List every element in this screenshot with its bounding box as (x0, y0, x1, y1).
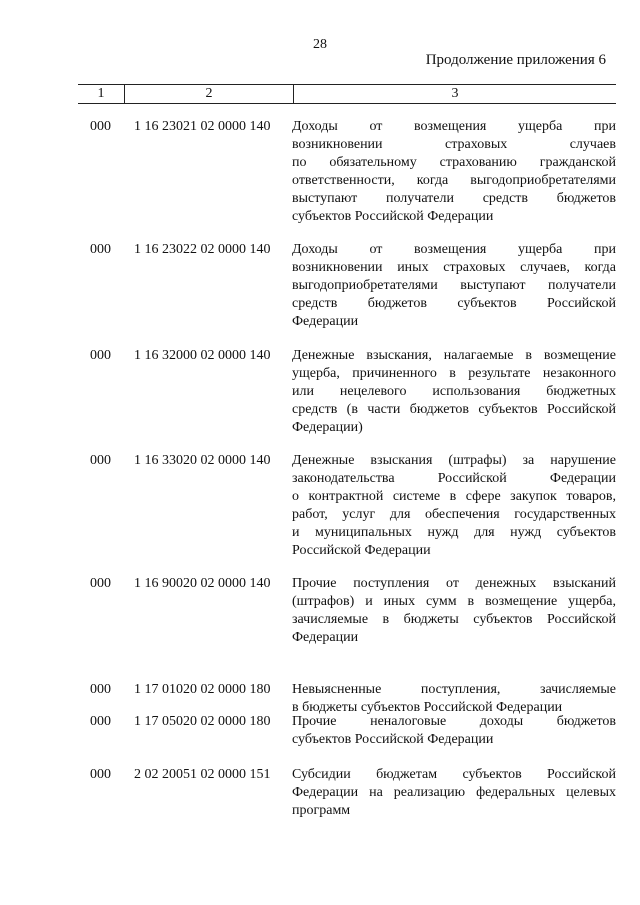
admin-code: 000 (90, 119, 111, 134)
income-description (292, 575, 616, 647)
description-line: Доходы от возмещения ущерба при (292, 242, 616, 257)
description-line: или нецелевого использования бюджетных (292, 384, 616, 399)
description-line: ущерба, причиненного в результате незаконного (292, 366, 616, 381)
income-description (292, 241, 616, 331)
income-description (292, 713, 616, 749)
description-line: Прочие поступления от денежных взысканий (292, 576, 616, 591)
description-line: Невыясненные поступления, зачисляемые (292, 682, 616, 697)
description-line: Федерации на реализацию федеральных целевых (292, 785, 616, 800)
description-line: Доходы от возмещения ущерба при (292, 119, 616, 134)
description-line: в бюджеты субъектов Российской Федерации (292, 700, 563, 715)
header-col-2: 2 (125, 85, 294, 103)
header-col-1: 1 (78, 85, 125, 103)
description-line: Российской Федерации (292, 543, 431, 558)
description-line: программ (292, 803, 351, 818)
description-line: о контрактной системе в сфере закупок товаров, (292, 489, 616, 504)
admin-code: 000 (90, 714, 111, 729)
admin-code: 000 (90, 682, 111, 697)
budget-classification-code: 1 16 23021 02 0000 140 (134, 119, 271, 134)
page-number: 28 (313, 37, 327, 52)
income-description (292, 681, 616, 717)
header-col-3: 3 (451, 86, 459, 101)
table-header (78, 84, 616, 104)
description-line: ответственности, когда выгодоприобретателями (292, 173, 616, 188)
description-line: и муниципальных нужд для нужд субъектов (292, 525, 616, 540)
appendix-continuation-note: Продолжение приложения 6 (425, 52, 606, 68)
description-line: Субсидии бюджетам субъектов Российской (292, 767, 616, 782)
description-line: субъектов Российской Федерации (292, 209, 494, 224)
description-line: выступают получатели средств бюджетов (292, 191, 616, 206)
admin-code: 000 (90, 348, 111, 363)
admin-code: 000 (90, 767, 111, 782)
description-line: возникновении страховых случаев (292, 137, 616, 152)
description-line: возникновении иных страховых случаев, когда (292, 260, 616, 275)
description-line: субъектов Российской Федерации (292, 732, 494, 747)
description-line: работ, услуг для обеспечения государственных (292, 507, 616, 522)
income-description (292, 766, 616, 820)
budget-classification-code: 1 16 23022 02 0000 140 (134, 242, 271, 257)
budget-classification-code: 1 16 33020 02 0000 140 (134, 453, 271, 468)
admin-code: 000 (90, 242, 111, 257)
description-line: средств бюджетов субъектов Российской (292, 296, 616, 311)
description-line: Прочие неналоговые доходы бюджетов (292, 714, 616, 729)
budget-classification-code: 1 16 32000 02 0000 140 (134, 348, 271, 363)
income-description (292, 347, 616, 437)
description-line: выгодоприобретателями выступают получатели (292, 278, 616, 293)
description-line: (штрафов) и иных сумм в возмещение ущерба, (292, 594, 616, 609)
description-line: Денежные взыскания (штрафы) за нарушение (292, 453, 616, 468)
admin-code: 000 (90, 453, 111, 468)
admin-code: 000 (90, 576, 111, 591)
description-line: Федерации (292, 314, 359, 329)
budget-classification-code: 1 16 90020 02 0000 140 (134, 576, 271, 591)
budget-classification-code: 1 17 05020 02 0000 180 (134, 714, 271, 729)
description-line: Денежные взыскания, налагаемые в возмещение (292, 348, 616, 363)
budget-classification-code: 1 17 01020 02 0000 180 (134, 682, 271, 697)
budget-classification-code: 2 02 20051 02 0000 151 (134, 767, 271, 782)
income-description (292, 452, 616, 560)
description-line: Федерации (292, 630, 359, 645)
income-description (292, 118, 616, 226)
description-line: законодательства Российской Федерации (292, 471, 616, 486)
description-line: зачисляемые в бюджеты субъектов Российской (292, 612, 616, 627)
description-line: Федерации) (292, 420, 363, 435)
description-line: средств (в части бюджетов субъектов Российской (292, 402, 616, 417)
description-line: по обязательному страхованию гражданской (292, 155, 616, 170)
